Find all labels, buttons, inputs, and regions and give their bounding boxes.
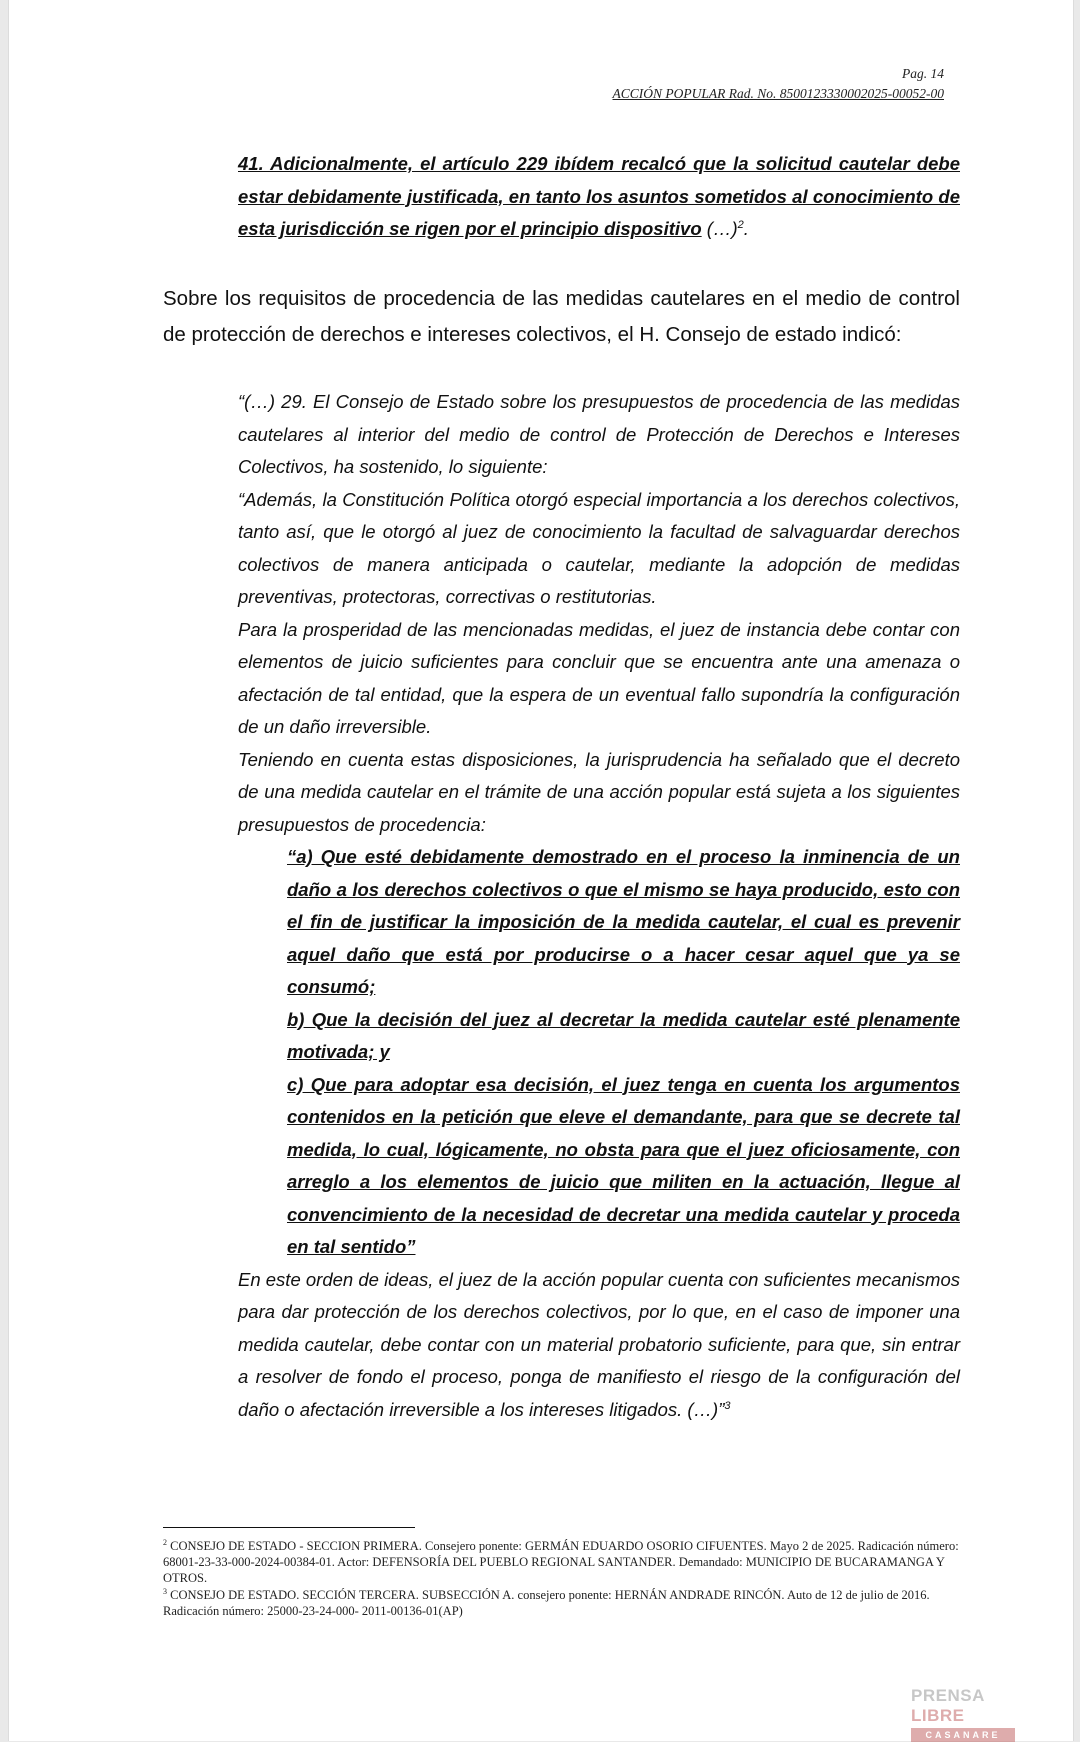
quote-paragraph: Para la prosperidad de las mencionadas medidas, el juez de instancia debe contar con elementos de juicio suficientes para concluir que se encuentra ante una amenaza o afectación de tal entidad, que la espera de un eventual fallo supondría la configuración de un daño irreversible. [238, 618, 960, 737]
footnote-text: CONSEJO DE ESTADO - SECCION PRIMERA. Consejero ponente: GERMÁN EDUARDO OSORIO CIFUENTES. Mayo 2 de 2025. Radicación número: 68001-23-33-000-2024-00384-01. Actor: DEFENSORÍA DEL PUEBLO REGIONAL SANTANDER. Demandado: MUNICIPIO DE BUCARAMANGA Y OTROS. [163, 1539, 959, 1585]
footnote-text: CONSEJO DE ESTADO. SECCIÓN TERCERA. SUBSECCIÓN A. consejero ponente: HERNÁN ANDRADE RINCÓN. Auto de 12 de julio de 2016. Radicación número: 25000-23-24-000- 2011-00136-01(AP) [163, 1588, 930, 1618]
logo-word-prensa: PRENSA [911, 1686, 985, 1705]
page-header [613, 64, 945, 104]
footnote-3 [163, 1587, 963, 1619]
quote-article-229-text: 41. Adicionalmente, el artículo 229 ibídem recalcó que la solicitud cautelar debe estar debidamente justificada, en tanto los asuntos sometidos al conocimiento de esta jurisdicción se rigen por el principio dispositivo [238, 153, 960, 239]
footnote-divider [163, 1527, 415, 1528]
quote-paragraph: “(…) 29. El Consejo de Estado sobre los presupuestos de procedencia de las medidas cautelares al interior del medio de control de Protección de Derechos e Intereses Colectivos, ha sostenido, lo siguiente: [238, 391, 960, 477]
quote-paragraph [238, 1264, 960, 1427]
quote-paragraph: “Además, la Constitución Política otorgó especial importancia a los derechos colectivos, tanto así, que le otorgó al juez de conocimiento la facultad de salvaguardar derechos colectivos de manera anticipada o cautelar, mediante la adopción de medidas preventivas, protectoras, correctivas o restitutorias. [238, 488, 960, 607]
footnote-number: 2 [163, 1537, 167, 1547]
footnote-ref-3: 3 [724, 1399, 731, 1412]
footnote-number: 3 [163, 1586, 167, 1596]
case-radicado: ACCIÓN POPULAR Rad. No. 8500123330002025-00052-00 [612, 86, 944, 101]
quote-end-period: . [743, 218, 749, 239]
footnote-ref-2: 2 [737, 218, 744, 231]
document-page [8, 0, 1074, 1741]
logo-subtitle: CASANARE [911, 1728, 1015, 1742]
quote-paragraph: Teniendo en cuenta estas disposiciones, la jurisprudencia ha señalado que el decreto de una medida cautelar en el trámite de una acción popular está sujeta a los siguientes presupuestos de procedencia: [238, 748, 960, 835]
footnote-2 [163, 1538, 963, 1586]
quote-consejo-estado [238, 386, 960, 1426]
requirement-item-c: c) Que para adoptar esa decisión, el juez tenga en cuenta los argumentos contenidos en la petición que eleve el demandante, para que se decrete tal medida, lo cual, lógicamente, no obsta para que el juez oficiosamente, con arreglo a los elementos de juicio que militen en la actuación, llegue al convencimiento de la necesidad de decretar una medida cautelar y proceda en tal sentido” [287, 1073, 960, 1257]
requirement-item-b: b) Que la decisión del juez al decretar la medida cautelar esté plenamente motivada; y [287, 1008, 960, 1062]
quote-closing-text: En este orden de ideas, el juez de la acción popular cuenta con suficientes mecanismos para dar protección de los derechos colectivos, por lo que, en el caso de imponer una medida cautelar, debe contar con un material probatorio suficiente, para que, sin entrar a resolver de fondo el proceso, ponga de manifiesto el riesgo de la configuración del daño o afectación irreversible a los intereses litigados. (…)” [238, 1268, 960, 1420]
logo-word-libre: LIBRE [911, 1706, 965, 1725]
prensa-libre-watermark-logo [911, 1686, 1031, 1740]
quote-ellipsis: (…) [701, 218, 738, 239]
requirement-item-a: “a) Que esté debidamente demostrado en el proceso la inminencia de un daño a los derechos colectivos o que el mismo se haya producido, esto con el fin de justificar la imposición de la medida cautelar, el cual es prevenir aquel daño que está por producirse o a hacer cesar aquel que ya se consumó; [287, 846, 960, 997]
footnotes [163, 1538, 963, 1620]
quote-article-229 [238, 148, 960, 246]
intro-paragraph: Sobre los requisitos de procedencia de las medidas cautelares en el medio de control de protección de derechos e intereses colectivos, el H. Consejo de estado indicó: [163, 287, 960, 346]
requirements-list [287, 841, 960, 1264]
page-number: Pag. 14 [902, 66, 944, 81]
